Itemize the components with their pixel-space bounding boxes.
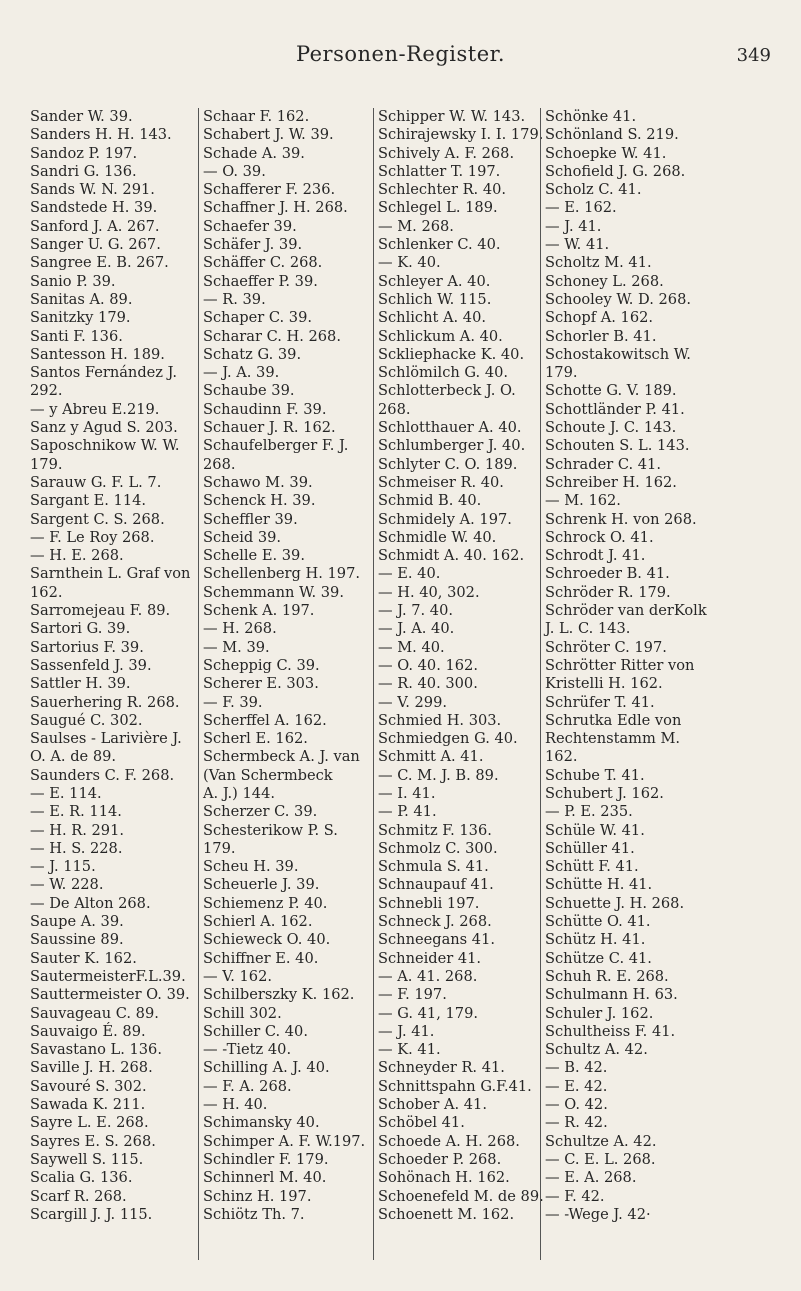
- index-entry: Schmiedgen G. 40.: [378, 730, 518, 748]
- index-entry: Schotte G. V. 189.: [545, 382, 677, 400]
- index-entry: — J. 41.: [378, 1022, 435, 1040]
- index-entry: Schmitz F. 136.: [378, 821, 492, 839]
- index-entry: Sanitzky 179.: [30, 309, 131, 327]
- index-entry: — E. 114.: [30, 784, 102, 802]
- index-entry: Schouten S. L. 143.: [545, 437, 690, 455]
- index-entry: O. A. de 89.: [30, 748, 117, 766]
- index-entry: Schneegans 41.: [378, 931, 496, 949]
- index-entry: Schnebli 197.: [378, 894, 480, 912]
- index-entry: Schmidt A. 40. 162.: [378, 547, 525, 565]
- index-entry: Schrodt J. 41.: [545, 547, 646, 565]
- index-entry: Schlömilch G. 40.: [378, 364, 509, 382]
- register-column-2: [198, 108, 373, 1260]
- index-entry: — K. 40.: [378, 254, 441, 272]
- index-entry: Saussine 89.: [30, 931, 124, 949]
- index-entry: Santi F. 136.: [30, 327, 123, 345]
- index-entry: Sandstede H. 39.: [30, 199, 158, 217]
- index-entry: Santos Fernández J.: [30, 364, 177, 382]
- index-entry: Schrötter Ritter von: [545, 656, 695, 674]
- index-entry: — I. 41.: [378, 784, 436, 802]
- index-entry: — F. A. 268.: [203, 1077, 292, 1095]
- index-entry: Sarromejeau F. 89.: [30, 602, 171, 620]
- index-entry: — E. 42.: [545, 1077, 608, 1095]
- index-entry: Schaudinn F. 39.: [203, 400, 327, 418]
- index-entry: Schütte O. 41.: [545, 913, 651, 931]
- index-entry: Schlatter T. 197.: [378, 162, 501, 180]
- index-entry: Schiemenz P. 40.: [203, 894, 328, 912]
- index-entry: 268.: [378, 400, 411, 418]
- index-entry: Schönland S. 219.: [545, 126, 679, 144]
- index-entry: Schuler J. 162.: [545, 1004, 654, 1022]
- index-entry: Rechtenstamm M.: [545, 730, 681, 748]
- index-entry: Schlenker C. 40.: [378, 236, 501, 254]
- index-entry: Scharar C. H. 268.: [203, 327, 341, 345]
- index-entry: Schönke 41.: [545, 108, 637, 125]
- index-entry: Schlumberger J. 40.: [378, 437, 526, 455]
- index-entry: Scheu H. 39.: [203, 858, 299, 876]
- index-entry: Schaube 39.: [203, 382, 295, 400]
- index-entry: Schellenberg H. 197.: [203, 565, 361, 583]
- index-entry: Schütze C. 41.: [545, 949, 652, 967]
- index-entry: — P. 41.: [378, 803, 437, 821]
- index-entry: Schäffer C. 268.: [203, 254, 323, 272]
- index-entry: Savastano L. 136.: [30, 1041, 162, 1059]
- index-entry: Schively A. F. 268.: [378, 144, 515, 162]
- index-entry: — M. 39.: [203, 638, 270, 656]
- index-entry: Schlotthauer A. 40.: [378, 419, 522, 437]
- index-entry: Schinz H. 197.: [203, 1187, 312, 1205]
- index-entry: — O. 40. 162.: [378, 656, 478, 674]
- index-entry: Sartori G. 39.: [30, 620, 131, 638]
- index-entry: Sargent C. S. 268.: [30, 510, 165, 528]
- index-entry: Schmula S. 41.: [378, 858, 489, 876]
- index-entry: Saposchnikow W. W.: [30, 437, 180, 455]
- index-entry: — -Wege J. 42·: [545, 1205, 651, 1223]
- index-entry: Schoeder P. 268.: [378, 1150, 502, 1168]
- index-entry: 162.: [30, 583, 63, 601]
- index-entry: Sandri G. 136.: [30, 162, 137, 180]
- index-entry: Schmitt A. 41.: [378, 748, 484, 766]
- index-entry: Schöbel 41.: [378, 1114, 465, 1132]
- index-entry: Sanford J. A. 267.: [30, 217, 160, 235]
- index-entry: Sarnthein L. Graf von: [30, 565, 191, 583]
- index-entry: Schneyder R. 41.: [378, 1059, 505, 1077]
- index-entry: — J. A. 39.: [203, 364, 280, 382]
- index-entry: Sauvageau C. 89.: [30, 1004, 159, 1022]
- index-entry: 292.: [30, 382, 63, 400]
- index-entry: Schoenefeld M. de 89.: [378, 1187, 544, 1205]
- index-entry: Schirajewsky I. I. 179.: [378, 126, 544, 144]
- index-entry: A. J.) 144.: [203, 784, 275, 802]
- index-entry: Schlickum A. 40.: [378, 327, 503, 345]
- index-entry: Schill 302.: [203, 1004, 282, 1022]
- page-title: Personen-Register.: [295, 42, 506, 66]
- index-entry: Scalia G. 136.: [30, 1169, 133, 1187]
- index-entry: Schlotterbeck J. O.: [378, 382, 516, 400]
- index-entry: Scheppig C. 39.: [203, 656, 320, 674]
- index-entry: Scheuerle J. 39.: [203, 876, 320, 894]
- index-entry: Schüle W. 41.: [545, 821, 645, 839]
- index-entry: Scholz C. 41.: [545, 181, 642, 199]
- index-entry: Schaufelberger F. J.: [203, 437, 349, 455]
- index-entry: Scholtz M. 41.: [545, 254, 652, 272]
- index-entry: Schoepke W. 41.: [545, 144, 667, 162]
- index-entry: 179.: [30, 455, 63, 473]
- index-entry: — E. 40.: [378, 565, 441, 583]
- index-entry: Sanders H. H. 143.: [30, 126, 172, 144]
- index-entry: — R. 40. 300.: [378, 675, 478, 693]
- index-entry: — F. Le Roy 268.: [30, 528, 155, 546]
- index-entry: Scarf R. 268.: [30, 1187, 127, 1205]
- index-entry: Sauter K. 162.: [30, 949, 137, 967]
- index-entry: Schmeiser R. 40.: [378, 473, 504, 491]
- index-entry: Schimansky 40.: [203, 1114, 320, 1132]
- register-column-3: [373, 108, 543, 1260]
- index-entry: Schrüfer T. 41.: [545, 693, 655, 711]
- index-entry: — H. R. 291.: [30, 821, 124, 839]
- index-entry: Sattler H. 39.: [30, 675, 131, 693]
- index-entry: Santesson H. 189.: [30, 345, 165, 363]
- index-entry: Schütte H. 41.: [545, 876, 653, 894]
- index-entry: Schooley W. D. 268.: [545, 290, 692, 308]
- index-entry: Schade A. 39.: [203, 144, 305, 162]
- page-header: [0, 42, 801, 72]
- index-entry: Schober A. 41.: [378, 1096, 487, 1114]
- index-entry: — H. 40, 302.: [378, 583, 480, 601]
- index-entry: Sayres E. S. 268.: [30, 1132, 156, 1150]
- index-entry: Schilberszky K. 162.: [203, 986, 355, 1004]
- index-entry: Schinnerl M. 40.: [203, 1169, 327, 1187]
- index-entry: Schaefer 39.: [203, 217, 297, 235]
- index-entry: SautermeisterF.L.39.: [30, 967, 186, 985]
- index-entry: Schröder van derKolk: [545, 602, 707, 620]
- index-entry: Saulses - Larivière J.: [30, 730, 182, 748]
- index-entry: — J. A. 40.: [378, 620, 455, 638]
- index-entry: Schlich W. 115.: [378, 290, 492, 308]
- index-entry: Schmidely A. 197.: [378, 510, 512, 528]
- index-entry: Schaffner J. H. 268.: [203, 199, 348, 217]
- index-entry: Sandoz P. 197.: [30, 144, 138, 162]
- index-entry: Schüller 41.: [545, 839, 635, 857]
- index-entry: — -Tietz 40.: [203, 1041, 292, 1059]
- index-entry: — C. E. L. 268.: [545, 1150, 656, 1168]
- index-entry: — F. 197.: [378, 986, 447, 1004]
- index-entry: — E. R. 114.: [30, 803, 122, 821]
- index-entry: — y Abreu E.219.: [30, 400, 160, 418]
- index-entry: Sayre L. E. 268.: [30, 1114, 149, 1132]
- index-entry: Schnittspahn G.F.41.: [378, 1077, 532, 1095]
- index-entry: Scherl E. 162.: [203, 730, 308, 748]
- index-entry: Schrenk H. von 268.: [545, 510, 697, 528]
- index-entry: Scargill J. J. 115.: [30, 1205, 153, 1223]
- index-entry: Sauvaigo É. 89.: [30, 1022, 146, 1040]
- index-entry: — P. E. 235.: [545, 803, 633, 821]
- index-entry: Schnaupauf 41.: [378, 876, 494, 894]
- index-entry: Schlegel L. 189.: [378, 199, 498, 217]
- index-entry: Schenck H. 39.: [203, 492, 316, 510]
- index-entry: — R. 42.: [545, 1114, 608, 1132]
- index-entry: — R. 39.: [203, 290, 266, 308]
- index-entry: Sartorius F. 39.: [30, 638, 144, 656]
- index-entry: Schelle E. 39.: [203, 547, 305, 565]
- index-entry: Schaar F. 162.: [203, 108, 310, 125]
- index-entry: Schafferer F. 236.: [203, 181, 336, 199]
- index-entry: Schopf A. 162.: [545, 309, 654, 327]
- index-entry: Schenk A. 197.: [203, 602, 315, 620]
- index-entry: Sanz y Agud S. 203.: [30, 419, 178, 437]
- index-entry: Schlicht A. 40.: [378, 309, 487, 327]
- index-entry: Schierl A. 162.: [203, 913, 313, 931]
- index-entry: Schütz H. 41.: [545, 931, 646, 949]
- index-entry: Schmid B. 40.: [378, 492, 482, 510]
- index-entry: Schulmann H. 63.: [545, 986, 678, 1004]
- index-entry: Schawo M. 39.: [203, 473, 313, 491]
- index-entry: Schuette J. H. 268.: [545, 894, 685, 912]
- index-entry: Saupe A. 39.: [30, 913, 124, 931]
- page-number: 349: [736, 45, 771, 66]
- index-entry: Schrader C. 41.: [545, 455, 661, 473]
- index-entry: — B. 42.: [545, 1059, 608, 1077]
- index-entry: Saugué C. 302.: [30, 711, 143, 729]
- index-entry: Schröter C. 197.: [545, 638, 667, 656]
- index-entry: Schindler F. 179.: [203, 1150, 329, 1168]
- index-entry: J. L. C. 143.: [545, 620, 631, 638]
- index-entry: — W. 228.: [30, 876, 104, 894]
- index-entry: Scheffler 39.: [203, 510, 298, 528]
- index-entry: Schoute J. C. 143.: [545, 419, 677, 437]
- index-entry: Schiller C. 40.: [203, 1022, 308, 1040]
- index-entry: Scherer E. 303.: [203, 675, 319, 693]
- index-entry: — G. 41, 179.: [378, 1004, 478, 1022]
- index-entry: Schoede A. H. 268.: [378, 1132, 520, 1150]
- index-entry: Sander W. 39.: [30, 108, 133, 125]
- index-entry: Schubert J. 162.: [545, 784, 664, 802]
- index-entry: Schultze A. 42.: [545, 1132, 657, 1150]
- index-entry: — J. 115.: [30, 858, 96, 876]
- index-entry: Schaper C. 39.: [203, 309, 312, 327]
- index-entry: Schneck J. 268.: [378, 913, 492, 931]
- index-entry: — J. 7. 40.: [378, 602, 453, 620]
- index-entry: Sckliephacke K. 40.: [378, 345, 525, 363]
- index-entry: — C. M. J. B. 89.: [378, 766, 499, 784]
- index-entry: Schultz A. 42.: [545, 1041, 648, 1059]
- index-entry: — De Alton 268.: [30, 894, 151, 912]
- index-entry: Sauerhering R. 268.: [30, 693, 180, 711]
- index-entry: Sands W. N. 291.: [30, 181, 155, 199]
- index-entry: — W. 41.: [545, 236, 610, 254]
- index-entry: Schneider 41.: [378, 949, 482, 967]
- index-entry: Schiötz Th. 7.: [203, 1205, 305, 1223]
- index-entry: Schabert J. W. 39.: [203, 126, 334, 144]
- index-entry: Schauer J. R. 162.: [203, 419, 336, 437]
- index-entry: Sassenfeld J. 39.: [30, 656, 152, 674]
- index-entry: — K. 41.: [378, 1041, 441, 1059]
- index-entry: Schäfer J. 39.: [203, 236, 303, 254]
- index-entry: Schrock O. 41.: [545, 528, 654, 546]
- index-entry: Scherzer C. 39.: [203, 803, 318, 821]
- index-entry: Savouré S. 302.: [30, 1077, 147, 1095]
- index-entry: — J. 41.: [545, 217, 602, 235]
- index-entry: Kristelli H. 162.: [545, 675, 663, 693]
- index-entry: Saywell S. 115.: [30, 1150, 144, 1168]
- index-entry: Schimper A. F. W.197.: [203, 1132, 366, 1150]
- index-entry: (Van Schermbeck: [203, 766, 333, 784]
- index-entry: — E. 162.: [545, 199, 617, 217]
- index-entry: Schlechter R. 40.: [378, 181, 507, 199]
- index-entry: Sanitas A. 89.: [30, 290, 133, 308]
- register-column-1: [30, 108, 190, 1224]
- index-entry: Saville J. H. 268.: [30, 1059, 153, 1077]
- index-entry: — H. 268.: [203, 620, 277, 638]
- index-entry: — H. E. 268.: [30, 547, 124, 565]
- index-entry: — O. 39.: [203, 162, 266, 180]
- index-entry: — M. 162.: [545, 492, 621, 510]
- index-entry: Sanger U. G. 267.: [30, 236, 161, 254]
- index-entry: — V. 162.: [203, 967, 272, 985]
- index-entry: Schilling A. J. 40.: [203, 1059, 330, 1077]
- index-entry: Schemmann W. 39.: [203, 583, 344, 601]
- index-entry: Schrutka Edle von: [545, 711, 682, 729]
- index-entry: Schipper W. W. 143.: [378, 108, 526, 125]
- index-entry: Schaeffer P. 39.: [203, 272, 318, 290]
- index-entry: — O. 42.: [545, 1096, 608, 1114]
- index-entry: Schofield J. G. 268.: [545, 162, 686, 180]
- index-entry: Scherffel A. 162.: [203, 711, 327, 729]
- index-entry: Schostakowitsch W.: [545, 345, 691, 363]
- index-entry: Schütt F. 41.: [545, 858, 639, 876]
- register-column-4: [540, 108, 745, 1260]
- index-entry: Schmidle W. 40.: [378, 528, 497, 546]
- index-entry: Sohönach H. 162.: [378, 1169, 510, 1187]
- index-entry: Schiffner E. 40.: [203, 949, 319, 967]
- index-entry: — M. 268.: [378, 217, 454, 235]
- index-entry: Schroeder B. 41.: [545, 565, 670, 583]
- index-entry: Schuh R. E. 268.: [545, 967, 669, 985]
- index-entry: 179.: [203, 839, 236, 857]
- index-entry: Schmied H. 303.: [378, 711, 502, 729]
- index-entry: Schleyer A. 40.: [378, 272, 491, 290]
- index-entry: — A. 41. 268.: [378, 967, 478, 985]
- index-entry: — V. 299.: [378, 693, 447, 711]
- index-entry: Schoney L. 268.: [545, 272, 664, 290]
- index-entry: Sawada K. 211.: [30, 1096, 146, 1114]
- index-entry: — H. S. 228.: [30, 839, 123, 857]
- index-entry: Schoenett M. 162.: [378, 1205, 515, 1223]
- index-entry: Schatz G. 39.: [203, 345, 302, 363]
- index-entry: Saunders C. F. 268.: [30, 766, 175, 784]
- index-entry: Sauttermeister O. 39.: [30, 986, 190, 1004]
- index-entry: — F. 42.: [545, 1187, 605, 1205]
- index-entry: Schottländer P. 41.: [545, 400, 685, 418]
- index-entry: Schlyter C. O. 189.: [378, 455, 518, 473]
- index-entry: Sanio P. 39.: [30, 272, 116, 290]
- index-entry: Sangree E. B. 267.: [30, 254, 169, 272]
- index-entry: — E. A. 268.: [545, 1169, 637, 1187]
- index-entry: Scheid 39.: [203, 528, 282, 546]
- index-entry: Schieweck O. 40.: [203, 931, 331, 949]
- index-entry: Schreiber H. 162.: [545, 473, 677, 491]
- index-entry: — F. 39.: [203, 693, 263, 711]
- index-entry: 162.: [545, 748, 578, 766]
- index-entry: Schultheiss F. 41.: [545, 1022, 676, 1040]
- index-entry: — H. 40.: [203, 1096, 268, 1114]
- index-entry: 179.: [545, 364, 578, 382]
- index-entry: — M. 40.: [378, 638, 445, 656]
- index-entry: Sargant E. 114.: [30, 492, 147, 510]
- index-entry: Schröder R. 179.: [545, 583, 671, 601]
- index-entry: Schube T. 41.: [545, 766, 645, 784]
- index-entry: Schmolz C. 300.: [378, 839, 498, 857]
- index-entry: Schesterikow P. S.: [203, 821, 338, 839]
- index-entry: Schermbeck A. J. van: [203, 748, 360, 766]
- index-entry: Schorler B. 41.: [545, 327, 657, 345]
- index-entry: 268.: [203, 455, 236, 473]
- index-entry: Sarauw G. F. L. 7.: [30, 473, 162, 491]
